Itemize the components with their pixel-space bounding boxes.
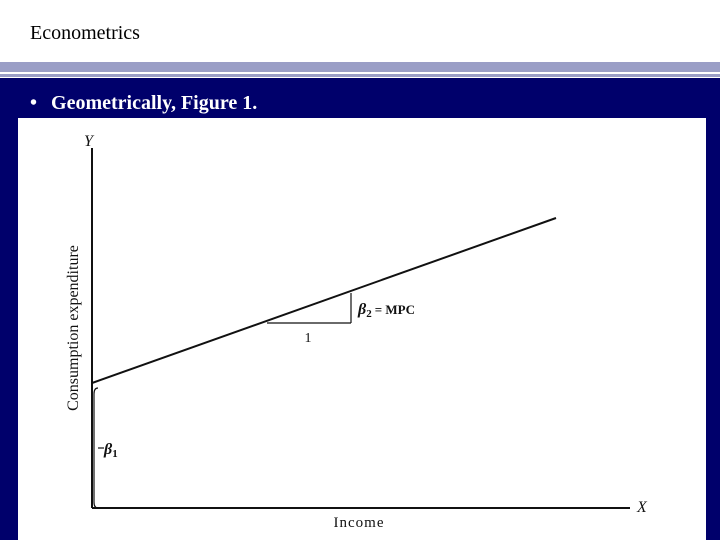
consumption-function-diagram [18, 118, 706, 540]
slope-subscript: 2 [366, 308, 372, 320]
slide-title: Econometrics [30, 22, 140, 44]
consumption-function-line [92, 218, 556, 383]
bullet-text: Geometrically, Figure 1. [51, 92, 258, 114]
header-divider-line [0, 74, 720, 77]
intercept-beta: β [104, 441, 113, 458]
bullet-marker: • [30, 92, 38, 114]
slope-beta: β [358, 301, 367, 318]
header-divider-band [0, 62, 720, 72]
intercept-subscript: 1 [112, 448, 118, 460]
bullet-item [30, 92, 257, 115]
figure-panel [18, 118, 706, 540]
y-axis-symbol: Y [84, 133, 93, 150]
slope-label [357, 301, 415, 320]
y-axis-label: Consumption expenditure [65, 245, 82, 411]
intercept-label [103, 441, 118, 460]
x-axis-symbol: X [637, 499, 647, 516]
run-label: 1 [304, 331, 312, 346]
x-axis-label: Income [333, 515, 385, 531]
intercept-bracket [94, 388, 98, 508]
slope-equals-mpc: = MPC [374, 302, 415, 317]
